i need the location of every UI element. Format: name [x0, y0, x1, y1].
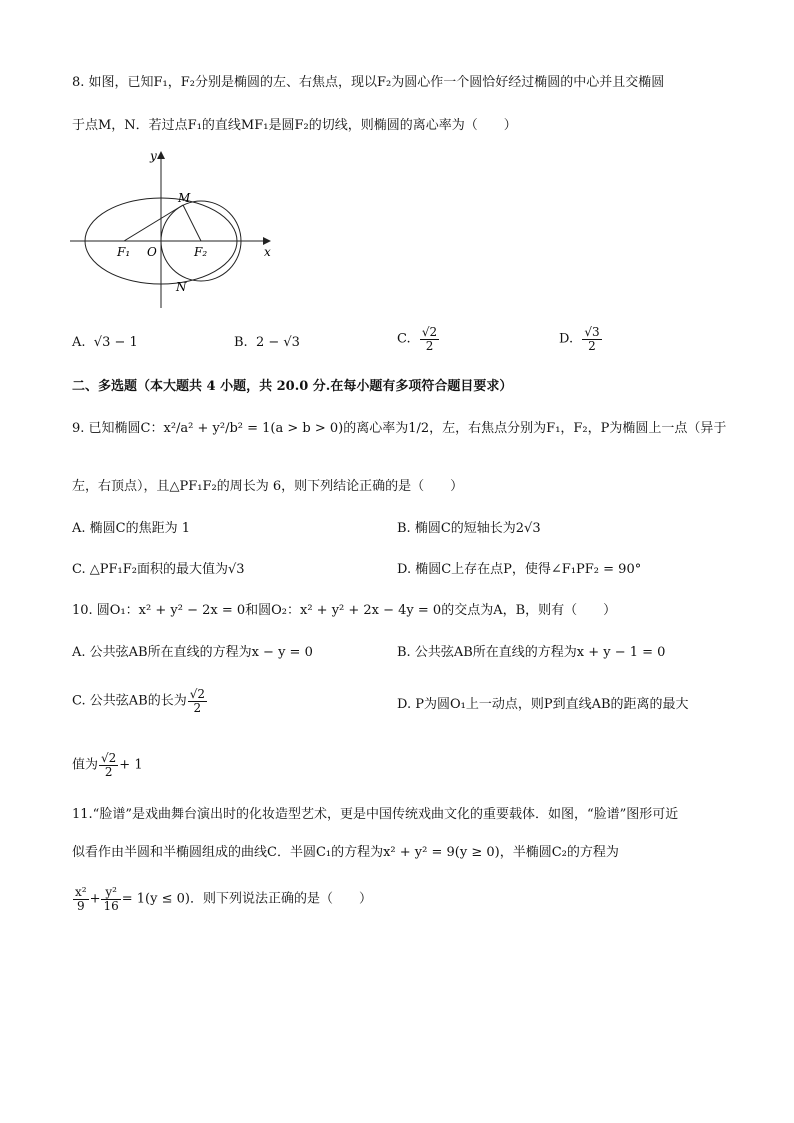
label-x: x	[264, 245, 271, 259]
q10-option-d-line2: 值为 $\frac{√2}{2}$ + 1	[72, 751, 143, 779]
line-mf2	[183, 205, 201, 241]
q9-stem-line1: 9. 已知椭圆C：x²/a² + y²/b² = 1(a > b > 0)的离心率为1/2，左，右焦点分别为F₁，F₂，P为椭圆上一点（异于	[72, 421, 727, 436]
q8-option-d: D. $\frac{√3}{2}$	[559, 325, 600, 353]
label-y: y	[150, 149, 157, 163]
line-mf1	[124, 205, 183, 241]
q11-stem-line3: $\frac{\text{x²}}{9}$ + $\frac{\text{y²}}{16}$ = 1(y ≤ 0)．则下列说法正确的是（ ）	[75, 885, 372, 913]
q11-stem-line2: 似看作由半圆和半椭圆组成的曲线C．半圆C₁的方程为x² + y² = 9(y ≥ 0)，半椭圆C₂的方程为	[72, 845, 619, 860]
q8-stem-line1: 8. 如图，已知F₁，F₂分别是椭圆的左、右焦点，现以F₂为圆心作一个圆恰好经过椭圆的中心并且交椭圆	[72, 75, 665, 90]
label-m: M	[178, 191, 191, 205]
q9-option-d: D. 椭圆C上存在点P，使得∠F₁PF₂ = 90°	[397, 562, 642, 577]
q8-option-b: B. 2 − √3	[234, 335, 300, 350]
q9-option-c: C. △PF₁F₂面积的最大值为√3	[72, 562, 245, 577]
q10-option-d-line1: D. P为圆O₁上一动点，则P到直线AB的距离的最大	[397, 697, 689, 712]
ellipse-circle-figure	[66, 144, 286, 312]
q8-option-a: A. √3 − 1	[72, 335, 138, 350]
q11-stem-line1: 11.“脸谱”是戏曲舞台演出时的化妆造型艺术，更是中国传统戏曲文化的重要载体．如图，“脸谱”图形可近	[72, 807, 679, 822]
label-n: N	[176, 280, 187, 294]
section-heading-multiple-choice: 二、多选题（本大题共 4 小题，共 20.0 分.在每小题有多项符合题目要求）	[72, 379, 513, 394]
q9-stem-line2: 左，右顶点），且△PF₁F₂的周长为 6，则下列结论正确的是（ ）	[72, 479, 464, 494]
q10-option-a: A. 公共弦AB所在直线的方程为x − y = 0	[72, 645, 313, 660]
label-f2: F₂	[194, 245, 208, 259]
q8-stem-line2: 于点M，N．若过点F₁的直线MF₁是圆F₂的切线，则椭圆的离心率为（ ）	[72, 118, 517, 133]
q9-option-b: B. 椭圆C的短轴长为2√3	[397, 521, 541, 536]
label-f1: F₁	[117, 245, 131, 259]
q9-option-a: A. 椭圆C的焦距为 1	[72, 521, 191, 536]
q10-option-c: C. 公共弦AB的长为 $\frac{√2}{2}$	[72, 687, 205, 715]
label-o: O	[147, 245, 157, 259]
q8-option-c: C. $\frac{√2}{2}$	[397, 325, 438, 353]
q10-option-b: B. 公共弦AB所在直线的方程为x + y − 1 = 0	[397, 645, 666, 660]
q10-stem: 10. 圆O₁：x² + y² − 2x = 0和圆O₂：x² + y² + 2x − 4y = 0的交点为A，B，则有（ ）	[72, 603, 617, 618]
